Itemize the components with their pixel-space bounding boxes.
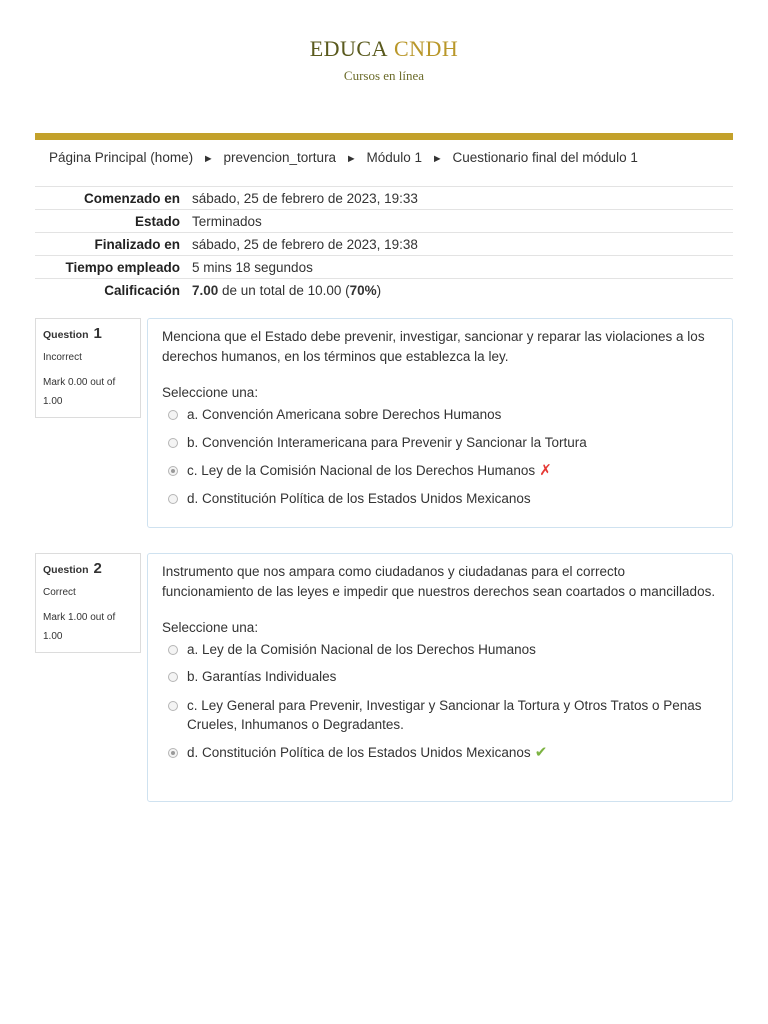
summary-label: Calificación	[35, 279, 192, 302]
logo-word-cndh: CNDH	[393, 36, 459, 61]
answer-prompt: Seleccione una:	[162, 620, 259, 635]
question-grade: Mark 0.00 out of 1.00	[43, 377, 116, 407]
answer-option[interactable]	[162, 405, 718, 424]
option-label: c. Ley de la Comisión Nacional de los Derechos Humanos	[187, 463, 536, 478]
radio-button-checked[interactable]	[168, 466, 178, 476]
summary-label: Comenzado en	[35, 187, 192, 210]
answer-option-selected[interactable]	[162, 461, 718, 480]
breadcrumb-quiz[interactable]: Cuestionario final del módulo 1	[452, 150, 638, 165]
answer-options	[162, 640, 718, 762]
question-1-info	[35, 318, 141, 418]
attempt-summary-table	[35, 186, 733, 301]
summary-value: 5 mins 18 segundos	[192, 256, 733, 279]
breadcrumb-separator-icon: ►	[431, 153, 443, 165]
option-label: a. Convención Americana sobre Derechos Humanos	[187, 407, 502, 422]
grade-value	[192, 279, 733, 302]
breadcrumb-separator-icon: ►	[202, 153, 214, 165]
site-header	[0, 0, 768, 84]
question-label: Question	[43, 329, 89, 341]
question-number	[43, 325, 133, 342]
summary-row	[35, 210, 733, 233]
radio-button[interactable]	[168, 701, 178, 711]
summary-value: sábado, 25 de febrero de 2023, 19:38	[192, 233, 733, 256]
question-text: Menciona que el Estado debe prevenir, investigar, sancionar y reparar las violaciones a los derechos humanos, en los términos que establezca la ley.	[162, 329, 705, 364]
cross-icon: ✗	[539, 462, 552, 479]
option-label: d. Constitución Política de los Estados Unidos Mexicanos	[187, 491, 531, 506]
summary-row	[35, 233, 733, 256]
radio-button-checked[interactable]	[168, 748, 178, 758]
question-grade: Mark 1.00 out of 1.00	[43, 612, 116, 642]
grade-percent: 70%	[349, 282, 377, 298]
header-divider	[35, 133, 733, 140]
option-label: a. Ley de la Comisión Nacional de los Derechos Humanos	[187, 642, 536, 657]
question-label: Question	[43, 564, 89, 576]
breadcrumb-separator-icon: ►	[345, 153, 357, 165]
question-state: Incorrect	[43, 352, 82, 363]
summary-value: sábado, 25 de febrero de 2023, 19:33	[192, 187, 733, 210]
summary-value: Terminados	[192, 210, 733, 233]
radio-button[interactable]	[168, 645, 178, 655]
summary-row-grade	[35, 279, 733, 302]
grade-score: 7.00	[192, 282, 219, 298]
answer-option-selected[interactable]	[162, 743, 718, 762]
question-2-content	[147, 553, 733, 802]
answer-option[interactable]	[162, 433, 718, 452]
answer-option[interactable]	[162, 696, 718, 734]
answer-prompt: Seleccione una:	[162, 385, 259, 400]
breadcrumb	[49, 150, 638, 165]
breadcrumb-course[interactable]: prevencion_tortura	[223, 150, 337, 165]
option-label: d. Constitución Política de los Estados Unidos Mexicanos	[187, 745, 531, 760]
summary-row	[35, 187, 733, 210]
summary-row	[35, 256, 733, 279]
question-number	[43, 560, 133, 577]
question-2-info	[35, 553, 141, 653]
answer-option[interactable]	[162, 640, 718, 659]
radio-button[interactable]	[168, 410, 178, 420]
option-label: b. Garantías Individuales	[187, 669, 337, 684]
summary-label: Finalizado en	[35, 233, 192, 256]
radio-button[interactable]	[168, 672, 178, 682]
question-num: 2	[93, 560, 102, 577]
answer-option[interactable]	[162, 667, 718, 686]
check-icon: ✔	[534, 744, 548, 761]
summary-label: Tiempo empleado	[35, 256, 192, 279]
answer-options	[162, 405, 718, 508]
option-label: b. Convención Interamericana para Prevenir y Sancionar la Tortura	[187, 435, 587, 450]
grade-total: de un total de 10.00 (	[218, 282, 350, 298]
question-state: Correct	[43, 587, 76, 598]
breadcrumb-home[interactable]: Página Principal (home)	[49, 150, 194, 165]
radio-button[interactable]	[168, 494, 178, 504]
breadcrumb-module[interactable]: Módulo 1	[366, 150, 423, 165]
logo-word-educa: EDUCA	[309, 36, 388, 61]
option-label: c. Ley General para Prevenir, Investigar y Sancionar la Tortura y Otros Tratos o Penas Crueles, Inhumanos o Degradantes.	[187, 698, 702, 732]
question-num: 1	[93, 325, 102, 342]
answer-option[interactable]	[162, 489, 718, 508]
question-text: Instrumento que nos ampara como ciudadanos y ciudadanas para el correcto funcionamiento de las leyes e impedir que nuestros derechos sean coartados o mancillados.	[162, 564, 716, 599]
site-logo[interactable]	[0, 36, 768, 62]
radio-button[interactable]	[168, 438, 178, 448]
grade-close: )	[376, 282, 382, 298]
site-subtitle: Cursos en línea	[343, 68, 425, 83]
question-1-content	[147, 318, 733, 528]
summary-label: Estado	[35, 210, 192, 233]
